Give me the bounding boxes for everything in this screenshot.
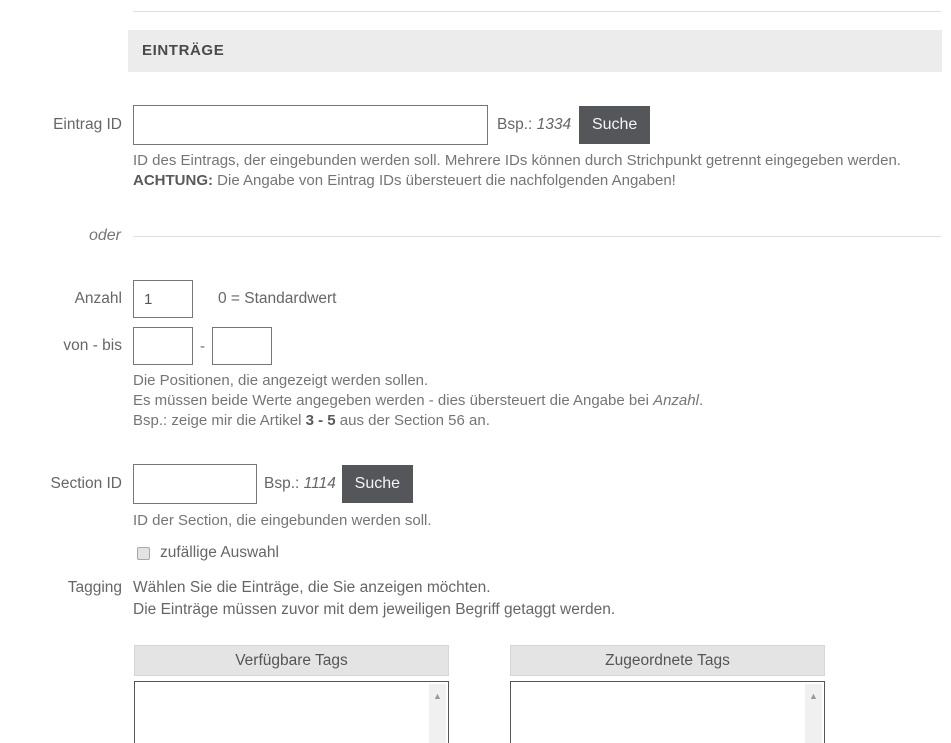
tagging-description	[133, 577, 615, 621]
eintrag-id-label: Eintrag ID	[53, 116, 122, 133]
available-tags-scrollbar[interactable]	[429, 684, 446, 743]
von-bis-help-line2: Es müssen beide Werte angegeben werden - dies übersteuert die Angabe bei Anzahl.	[133, 392, 704, 409]
von-bis-help	[133, 371, 941, 431]
von-bis-row	[0, 327, 951, 365]
von-input[interactable]	[133, 327, 193, 365]
tagging-description-line1: Wählen Sie die Einträge, die Sie anzeigen möchten.	[133, 579, 491, 596]
eintrag-id-row	[0, 105, 951, 145]
anzahl-row	[0, 280, 951, 318]
anzahl-label: Anzahl	[74, 290, 122, 307]
section-id-example: Bsp.: 1114	[264, 475, 336, 492]
von-bis-help-line1: Die Positionen, die angezeigt werden sollen.	[133, 372, 429, 389]
eintrag-id-content	[133, 105, 650, 145]
available-tags-header: Verfügbare Tags	[134, 645, 449, 676]
section-id-help	[133, 511, 941, 531]
oder-label: oder	[88, 227, 121, 244]
von-bis-separator: -	[200, 337, 205, 355]
eintrag-id-help	[133, 151, 941, 191]
section-id-label: Section ID	[50, 475, 122, 492]
random-selection-label: zufällige Auswahl	[160, 544, 279, 561]
section-id-search-button[interactable]: Suche	[342, 465, 413, 503]
von-bis-label: von - bis	[63, 337, 122, 354]
assigned-tags-scrollbar[interactable]	[805, 684, 822, 743]
eintrag-id-example: Bsp.: 1334	[497, 116, 572, 133]
assigned-tags-header: Zugeordnete Tags	[510, 645, 825, 676]
scroll-up-icon[interactable]: ▲	[433, 691, 442, 701]
top-divider	[133, 11, 941, 12]
von-bis-content	[133, 327, 272, 365]
tags-panel	[134, 645, 951, 743]
tagging-row	[0, 577, 951, 621]
assigned-tags-column	[510, 645, 825, 743]
section-id-content	[133, 464, 413, 504]
eintrag-id-help-line1: ID des Eintrags, der eingebunden werden soll. Mehrere IDs können durch Strichpunkt getrennt eingegeben werden.	[133, 152, 901, 169]
anzahl-hint: 0 = Standardwert	[218, 290, 337, 307]
assigned-tags-listbox[interactable]	[510, 681, 825, 743]
tagging-label: Tagging	[67, 579, 122, 596]
random-selection-checkbox[interactable]	[137, 547, 150, 560]
section-id-row	[0, 464, 951, 504]
section-id-input[interactable]	[133, 464, 257, 504]
eintrag-id-warning: ACHTUNG: Die Angabe von Eintrag IDs übersteuert die nachfolgenden Angaben!	[133, 172, 676, 189]
anzahl-input[interactable]	[133, 280, 193, 318]
available-tags-listbox[interactable]	[134, 681, 449, 743]
scroll-up-icon[interactable]: ▲	[809, 691, 818, 701]
bis-input[interactable]	[212, 327, 272, 365]
available-tags-column	[134, 645, 449, 743]
eintrag-id-input[interactable]	[133, 105, 488, 145]
oder-rule	[134, 236, 941, 237]
section-header-eintraege: EINTRÄGE	[128, 30, 942, 72]
anzahl-content	[133, 280, 336, 318]
random-selection-row	[137, 543, 951, 563]
eintrag-id-search-button[interactable]: Suche	[579, 106, 650, 144]
von-bis-help-line3: Bsp.: zeige mir die Artikel 3 - 5 aus der Section 56 an.	[133, 412, 490, 429]
section-id-help-line: ID der Section, die eingebunden werden soll.	[133, 512, 432, 529]
tagging-description-line2: Die Einträge müssen zuvor mit dem jeweiligen Begriff getaggt werden.	[133, 601, 616, 618]
oder-divider	[0, 227, 951, 245]
